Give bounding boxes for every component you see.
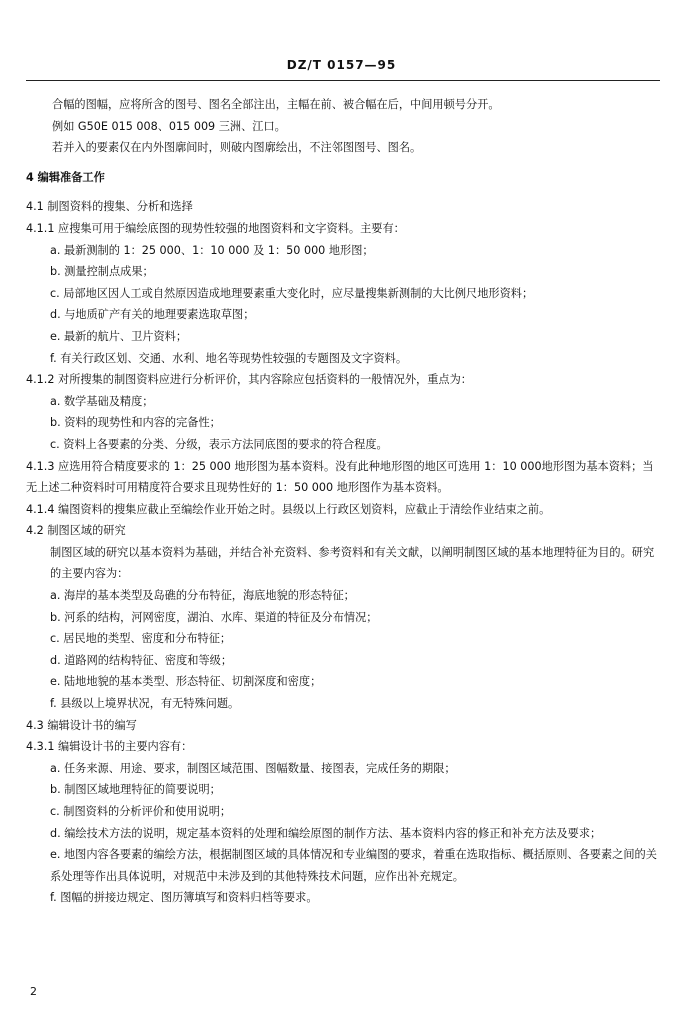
text-line: 4.1.2 对所搜集的制图资料应进行分析评价，其内容除应包括资料的一般情况外，重点为： xyxy=(26,373,472,387)
text-line: c. 制图资料的分析评价和使用说明； xyxy=(50,805,232,818)
text-line: f. 县级以上境界状况，有无特殊问题。 xyxy=(50,697,240,711)
text-line: d. 道路网的结构特征、密度和等级； xyxy=(50,653,233,667)
text-line: b. 测量控制点成果； xyxy=(50,265,154,279)
text-line: f. 图幅的拼接边规定、图历簿填写和资料归档等要求。 xyxy=(50,891,318,905)
text-line: 4.3 编辑设计书的编写 xyxy=(26,718,137,732)
text-line: d. 与地质矿产有关的地理要素选取草图； xyxy=(50,308,255,322)
text-line: 4.1.1 应搜集可用于编绘底图的现势性较强的地图资料和文字资料。主要有： xyxy=(26,221,405,235)
text-line: c. 资料上各要素的分类、分级，表示方法同底图的要求的符合程度。 xyxy=(50,437,388,451)
text-line: 4 编辑准备工作 xyxy=(26,170,105,184)
spacer xyxy=(26,159,660,167)
page-number: 2 xyxy=(30,985,37,998)
text-line: c. 居民地的类型、密度和分布特征； xyxy=(50,632,232,646)
text-line: 4.1.3 应选用符合精度要求的 1：25 000 地形图为基本资料。没有此种地形图的地区可选用 1：10 000地形图为基本资料；当无上述二种资料时可用精度符合要求且现势性好的 1：50 000 地形图作为基本资料。 xyxy=(26,459,654,495)
standard-number-header: DZ/T 0157—95 xyxy=(286,58,397,72)
text-line: e. 地图内容各要素的编绘方法，根据制图区域的具体情况和专业编图的要求，着重在选取指标、概括原则、各要素之间的关系处理等作出具体说明，对规范中未涉及到的其他特殊技术问题，应作出补充规定。 xyxy=(50,848,657,883)
text-line: f. 有关行政区划、交通、水利、地名等现势性较强的专题图及文字资料。 xyxy=(50,351,408,365)
text-line: 例如 G50E 015 008、015 009 三洲、江口。 xyxy=(52,119,286,133)
text-line: e. 陆地地貌的基本类型、形态特征、切割深度和密度； xyxy=(50,675,322,689)
text-line: 制图区域的研究以基本资料为基础，并结合补充资料、参考资料和有关文献，以阐明制图区域的基本地理特征为目的。研究的主要内容为： xyxy=(50,545,655,581)
text-line: 4.1.4 编图资料的搜集应截止至编绘作业开始之时。县级以上行政区划资料，应截止于清绘作业结束之前。 xyxy=(26,502,551,516)
document-body xyxy=(26,94,660,909)
spacer xyxy=(26,188,660,196)
text-line: a. 最新测制的 1：25 000、1：10 000 及 1：50 000 地形图； xyxy=(50,243,374,257)
text-line: d. 编绘技术方法的说明，规定基本资料的处理和编绘原图的制作方法、基本资料内容的修正和补充方法及要求； xyxy=(50,826,602,840)
header-rule xyxy=(26,80,660,81)
text-line: b. 河系的结构，河网密度，湖泊、水库、渠道的特征及分布情况； xyxy=(50,610,378,624)
text-line: a. 任务来源、用途、要求，制图区域范围、图幅数量、接图表，完成任务的期限； xyxy=(50,761,456,775)
text-line: 若并入的要素仅在内外图廓间时，则破内图廓绘出，不注邻图图号、图名。 xyxy=(52,141,422,155)
text-line: a. 数学基础及精度； xyxy=(50,394,154,408)
text-line: e. 最新的航片、卫片资料； xyxy=(50,329,188,343)
text-line: 4.1 制图资料的搜集、分析和选择 xyxy=(26,200,193,214)
text-line: 4.3.1 编辑设计书的主要内容有： xyxy=(26,740,193,754)
text-line: 合幅的图幅，应将所含的图号、图名全部注出，主幅在前、被合幅在后，中间用顿号分开。 xyxy=(52,98,500,111)
text-line: b. 资料的现势性和内容的完备性； xyxy=(50,416,221,430)
text-line: c. 局部地区因人工或自然原因造成地理要素重大变化时，应尽量搜集新测制的大比例尺地形资料； xyxy=(50,286,534,300)
text-line: a. 海岸的基本类型及岛礁的分布特征，海底地貌的形态特征； xyxy=(50,589,355,603)
text-line: b. 制图区域地理特征的简要说明； xyxy=(50,783,221,797)
text-line: 4.2 制图区域的研究 xyxy=(26,524,126,538)
